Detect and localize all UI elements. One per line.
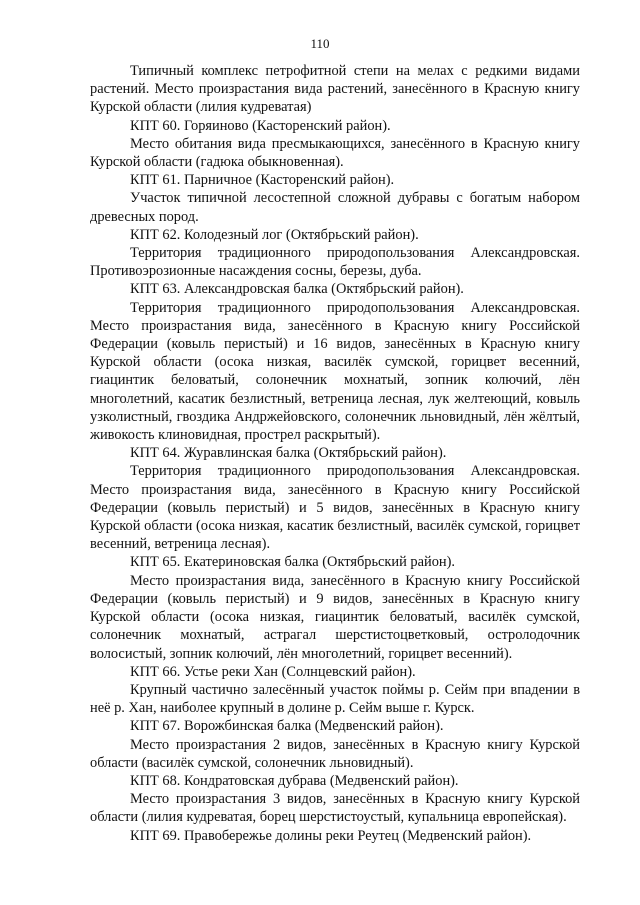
section-heading: КПТ 60. Горяиново (Касторенский район).: [130, 117, 391, 134]
document-body: [90, 62, 580, 845]
section-heading: КПТ 63. Александровская балка (Октябрьский район).: [130, 281, 464, 298]
paragraph: Крупный частично залесённый участок поймы р. Сейм при впадении в неё р. Хан, наиболее крупный в долине р. Сейм выше г. Курск.: [90, 681, 580, 717]
section-heading: КПТ 68. Кондратовская дубрава (Медвенский район).: [130, 772, 459, 789]
section-heading: КПТ 67. Ворожбинская балка (Медвенский район).: [130, 718, 444, 735]
section-heading: КПТ 64. Журавлинская балка (Октябрьский район).: [130, 445, 447, 462]
section-heading: КПТ 61. Парничное (Касторенский район).: [130, 172, 395, 189]
section-heading: КПТ 66. Устье реки Хан (Солнцевский район).: [130, 663, 416, 680]
paragraph: Место произрастания вида, занесённого в Красную книгу Российской Федерации (ковыль перистый) и 9 видов, занесённых в Красную книгу Курской области (осока низкая, гиацинтик беловатый, василёк сумской, солонечник мохнатый, астрагал шерстистоцветковый, остролодочник волосистый, зопник колючий, лён многолетний, горицвет весенний).: [90, 572, 580, 662]
paragraph: Территория традиционного природопользования Александровская. Место произрастания вида, занесённого в Красную книгу Российской Федерации (ковыль перистый) и 5 видов, занесённых в Красную книгу Курской области (осока низкая, касатик безлистный, василёк сумской, горицвет весенний, ветреница лесная).: [90, 463, 580, 553]
section-heading: КПТ 62. Колодезный лог (Октябрьский район).: [130, 226, 419, 243]
paragraph: Место произрастания 3 видов, занесённых в Красную книгу Курской области (лилия кудреватая, борец шерстистоустый, купальница европейская).: [90, 791, 580, 826]
paragraph: Место произрастания 2 видов, занесённых в Красную книгу Курской области (василёк сумской, солонечник льновидный).: [90, 736, 580, 771]
paragraph: Место обитания вида пресмыкающихся, занесённого в Красную книгу Курской области (гадюка обыкновенная).: [90, 135, 580, 171]
page-number: 110: [310, 36, 330, 51]
section-heading: КПТ 69. Правобережье долины реки Реутец (Медвенский район).: [130, 827, 532, 844]
paragraph: Территория традиционного природопользования Александровская. Место произрастания вида, занесённого в Красную книгу Российской Федерации (ковыль перистый) и 16 видов, занесённых в Красную книгу Курской области (осока низкая, василёк сумской, горицвет весенний, гиацинтик беловатый, солонечник мохнатый, зопник колючий, лён многолетний, касатик безлистный, ветреница лесная, лук желтеющий, ковыль узколистный, гвоздика Андржейовского, солонечник льновидный, лён жёлтый, живокость клиновидная, прострел раскрытый).: [90, 299, 580, 444]
paragraph: Типичный комплекс петрофитной степи на мелах с редкими видами растений. Место произрастания вида растений, занесённого в Красную книгу Курской области (лилия кудреватая): [90, 63, 580, 116]
section-heading: КПТ 65. Екатериновская балка (Октябрьский район).: [130, 554, 455, 571]
paragraph: Территория традиционного природопользования Александровская. Противоэрозионные насаждения сосны, березы, дуба.: [90, 245, 580, 280]
paragraph: Участок типичной лесостепной сложной дубравы с богатым набором древесных пород.: [90, 190, 580, 225]
